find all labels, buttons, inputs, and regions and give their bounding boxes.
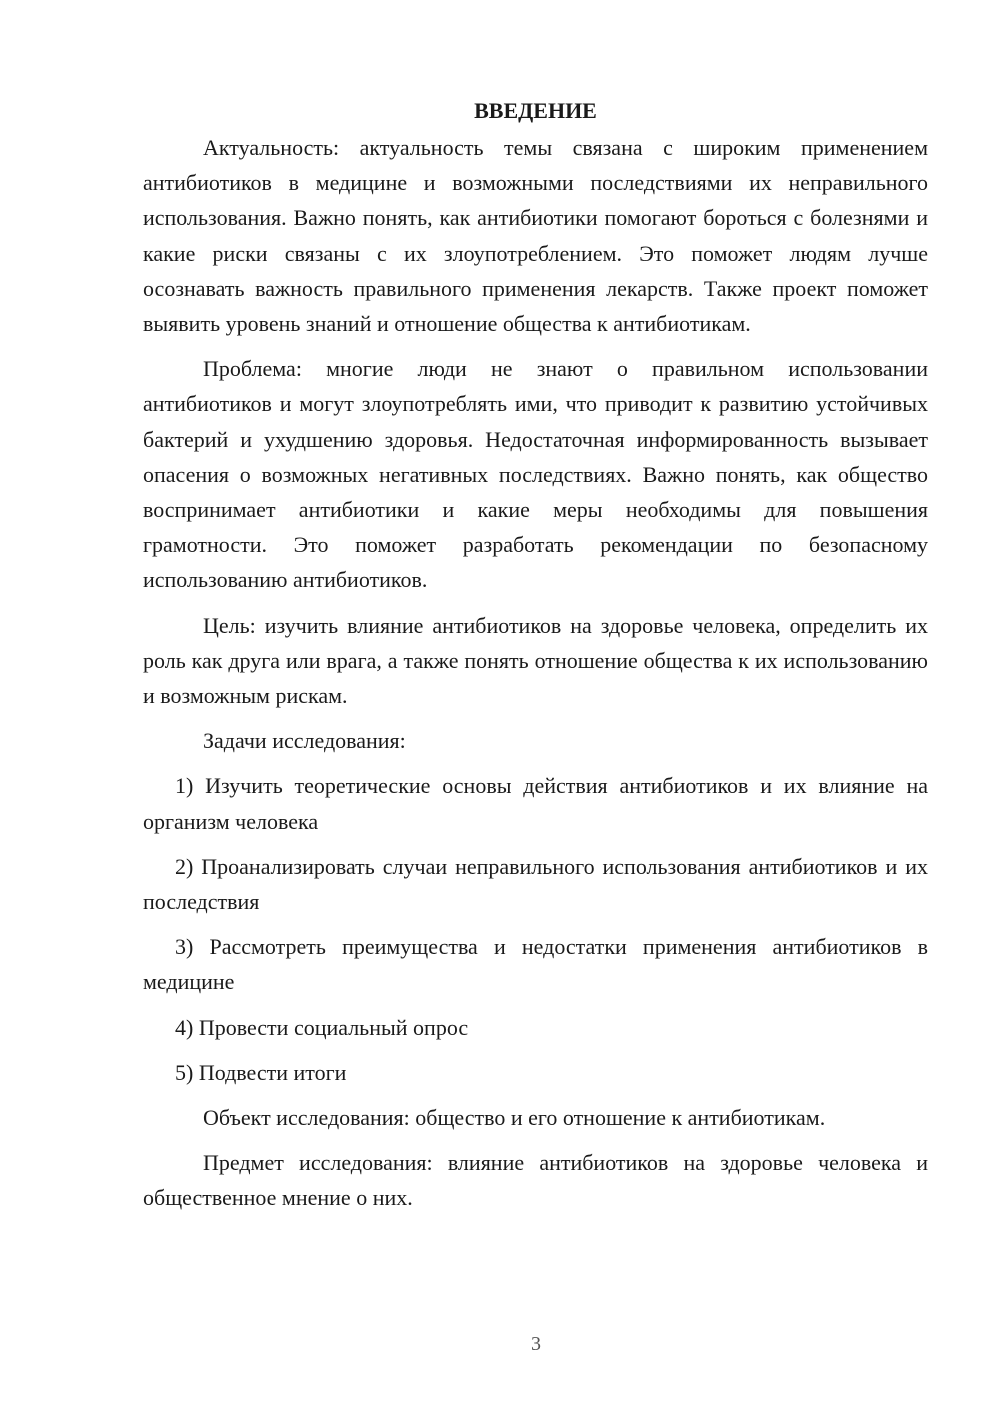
- task-item: 3) Рассмотреть преимущества и недостатки применения антибиотиков в медицине: [143, 934, 928, 995]
- task-item: 1) Изучить теоретические основы действия антибиотиков и их влияние на организм человека: [143, 773, 928, 834]
- task-item: 4) Провести социальный опрос: [175, 1014, 469, 1040]
- page-title: ВВЕДЕНИЕ: [474, 98, 597, 123]
- tasks-heading: Задачи исследования:: [203, 728, 406, 754]
- subject-paragraph: Предмет исследования: влияние антибиотиков на здоровье человека и общественное мнение о них.: [143, 1150, 928, 1211]
- page-number: 3: [531, 1333, 541, 1355]
- task-item: 2) Проанализировать случаи неправильного использования антибиотиков и их последствия: [143, 853, 928, 915]
- problem-paragraph: Проблема: многие люди не знают о правильном использовании антибиотиков и могут злоупотреблять ими, что приводит к развитию устойчивых бактерий и ухудшению здоровья. Недостаточная информированность вызывает опасения о возможных негативных последствиях. Важно понять, как общество воспринимает антибиотики и какие меры необходимы для повышения грамотности. Это поможет разработать рекомендации по безопасному использованию антибиотиков.: [143, 356, 928, 593]
- relevance-paragraph: Актуальность: актуальность темы связана с широким применением антибиотиков в медицине и возможными последствиями их неправильного использования. Важно понять, как антибиотики помогают бороться с болезнями и какие риски связаны с их злоупотреблением. Это поможет людям лучше осознавать важность правильного применения лекарств. Также проект поможет выявить уровень знаний и отношение общества к антибиотикам.: [143, 135, 928, 337]
- document-page: [143, 96, 928, 1226]
- task-item: 5) Подвести итоги: [175, 1059, 347, 1085]
- goal-paragraph: Цель: изучить влияние антибиотиков на здоровье человека, определить их роль как друга или врага, а также понять отношение общества к их использованию и возможным рискам.: [143, 612, 928, 709]
- object-paragraph: Объект исследования: общество и его отношение к антибиотикам.: [203, 1105, 826, 1131]
